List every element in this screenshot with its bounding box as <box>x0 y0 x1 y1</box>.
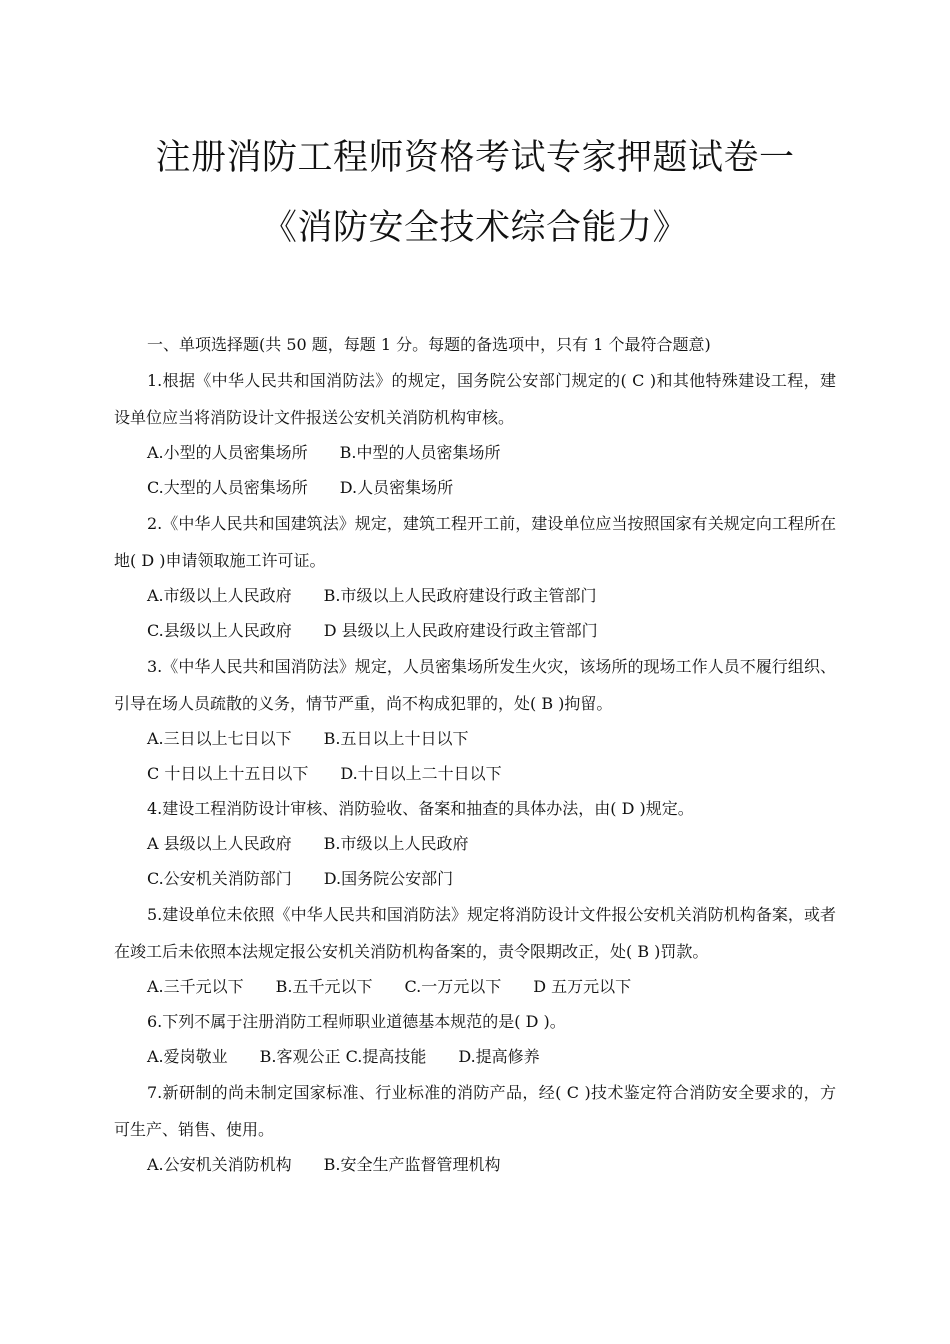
document-subtitle: 《消防安全技术综合能力》 <box>261 208 688 248</box>
question-stem: 1.根据《中华人民共和国消防法》的规定，国务院公安部门规定的( C )和其他特殊建设工程，建设单位应当将消防设计文件报送公安机关消防机构审核。 <box>114 371 836 427</box>
question-stem: 3.《中华人民共和国消防法》规定，人员密集场所发生火灾，该场所的现场工作人员不履行组织、引导在场人员疏散的义务，情节严重，尚不构成犯罪的，处( B )拘留。 <box>114 657 836 713</box>
option-line: A.市级以上人民政府 B.市级以上人民政府建设行政主管部门 <box>147 586 597 605</box>
question-stem: 4.建设工程消防设计审核、消防验收、备案和抽查的具体办法，由( D )规定。 <box>147 799 694 818</box>
section-heading: 一、单项选择题(共 50 题，每题 1 分。每题的备选项中，只有 1 个最符合题意) <box>147 335 711 354</box>
option-line: A.小型的人员密集场所 B.中型的人员密集场所 <box>147 443 501 462</box>
question-stem: 6.下列不属于注册消防工程师职业道德基本规范的是( D )。 <box>147 1012 566 1031</box>
option-line: A.三千元以下 B.五千元以下 C.一万元以下 D 五万元以下 <box>147 977 632 996</box>
document-title: 注册消防工程师资格考试专家押题试卷一 <box>155 138 795 178</box>
option-line: A.公安机关消防机构 B.安全生产监督管理机构 <box>147 1155 501 1174</box>
option-line: C 十日以上十五日以下 D.十日以上二十日以下 <box>147 764 502 783</box>
question-stem: 5.建设单位未依照《中华人民共和国消防法》规定将消防设计文件报公安机关消防机构备案，或者在竣工后未依照本法规定报公安机关消防机构备案的，责令限期改正，处( B )罚款。 <box>114 905 836 961</box>
option-line: A 县级以上人民政府 B.市级以上人民政府 <box>147 834 469 853</box>
option-line: C.大型的人员密集场所 D.人员密集场所 <box>147 478 454 497</box>
option-line: A.爱岗敬业 B.客观公正 C.提高技能 D.提高修养 <box>147 1047 540 1066</box>
option-line: A.三日以上七日以下 B.五日以上十日以下 <box>147 729 469 748</box>
question-stem: 7.新研制的尚未制定国家标准、行业标准的消防产品，经( C )技术鉴定符合消防安全要求的，方可生产、销售、使用。 <box>114 1083 836 1139</box>
option-line: C.县级以上人民政府 D 县级以上人民政府建设行政主管部门 <box>147 621 598 640</box>
question-stem: 2.《中华人民共和国建筑法》规定，建筑工程开工前，建设单位应当按照国家有关规定向工程所在地( D )申请领取施工许可证。 <box>114 514 836 570</box>
document-body <box>114 335 836 1190</box>
option-line: C.公安机关消防部门 D.国务院公安部门 <box>147 869 454 888</box>
